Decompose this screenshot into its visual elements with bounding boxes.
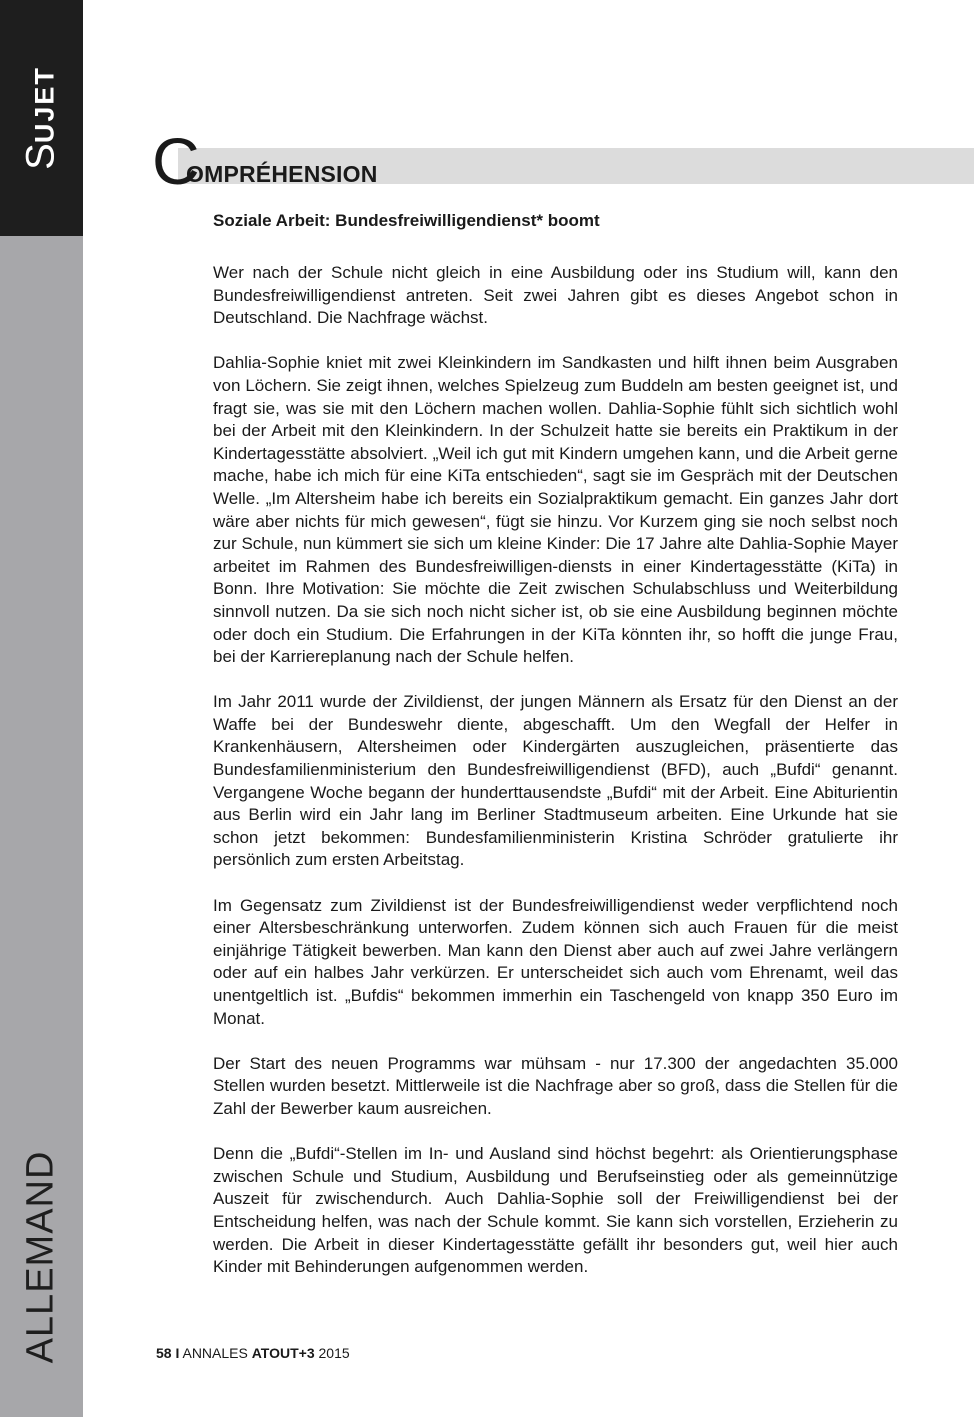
section-title: OMPRÉHENSION [186,161,378,187]
footer-year: 2015 [318,1345,350,1361]
footer-separator: I [175,1345,180,1361]
paragraph: Der Start des neuen Programms war mühsam - nur 17.300 der angedachten 35.000 Stellen wurden besetzt. Mittlerweile ist die Nachfrage aber so groß, dass die Stellen für die Zahl der Bewerber kaum ausreichen. [213,1053,898,1118]
footer-brand: ATOUT+3 [251,1345,315,1361]
page-number: 58 [156,1345,172,1361]
paragraph: Im Jahr 2011 wurde der Zivildienst, der jungen Männern als Ersatz für den Dienst an der Waffe bei der Bundeswehr diente, abgeschafft. Um den Wegfall der Helfer in Krankenhäusern, Altersheimen oder Kindergärten auszugleichen, präsentierte das Bundesfamilienministerium den Bundesfreiwilligendienst (BFD), auch „Bufdi“ genannt. Vergangene Woche begann der hunderttausendste „Bufdi“ mit der Arbeit. Eine Abiturientin aus Berlin wird ein Jahr lang im Berliner Stadtmuseum arbeiten. Eine Urkunde hat sie schon jetzt bekommen: Bundesfamilienministerin Kristina Schröder gratulierte ihr persönlich zum ersten Arbeitstag. [213,692,898,870]
article-title: Soziale Arbeit: Bundesfreiwilligendienst* boomt [213,211,600,230]
article-body [213,262,898,1301]
sidebar-label-sujet: SUJET [18,66,63,170]
paragraph: Dahlia-Sophie kniet mit zwei Kleinkindern im Sandkasten und hilft ihnen beim Ausgraben von Löchern. Sie zeigt ihnen, welches Spielzeug zum Buddeln am besten geeignet ist, und fragt sie, was sie mit den Löchern machen wollen. Dahlia-Sophie fühlt sich sichtlich wohl bei der Arbeit mit den Kleinkindern. In der Schulzeit hatte sie bereits ein Praktikum in der Kindertagesstätte absolviert. „Weil ich gut mit Kindern umgehen kann, und die Arbeit gerne mache, habe ich mich für eine KiTa entschieden“, sagt sie im Gespräch mit der Deutschen Welle. „Im Altersheim habe ich bereits ein Sozialpraktikum gemacht. Ein ganzes Jahr dort wäre aber nichts für mich gewesen“, fügt sie hinzu. Vor Kurzem ging sie noch selbst noch zur Schule, nun kümmert sie sich um kleine Kinder: Die 17 Jahre alte Dahlia-Sophie Mayer arbeitet im Rahmen des Bundesfreiwilligen-diensts in einer Kindertagesstätte (KiTa) in Bonn. Ihre Motivation: Sie möchte die Zeit zwischen Schulabschluss und Weiterbildung sinnvoll nutzen. Da sie sich noch nicht sicher ist, ob sie eine Ausbildung beginnen möchte oder doch ein Studium. Die Erfahrungen in der KiTa könnten ihr, so hofft die junge Frau, bei der Karriereplanung nach der Schule helfen. [213,353,898,667]
section-initial: C [152,124,200,198]
sidebar-label-subject: ALLEMAND [19,1150,62,1364]
page-footer [156,1344,350,1362]
paragraph: Im Gegensatz zum Zivildienst ist der Bundesfreiwilligendienst weder verpflichtend noch einer Altersbeschränkung unterworfen. Zudem können sich auch Frauen für die meist einjährige Tätigkeit bewerben. Man kann den Dienst aber auch auf zwei Jahre verlängern oder auf ein halbes Jahr verkürzen. Er unterscheidet sich auch vom Ehrenamt, weil das unentgeltlich ist. „Bufdis“ bekommen immerhin ein Taschengeld von knapp 350 Euro im Monat. [213,895,898,1028]
paragraph: Wer nach der Schule nicht gleich in eine Ausbildung oder ins Studium will, kann den Bundesfreiwilligendienst antreten. Seit zwei Jahren gibt es dieses Angebot schon in Deutschland. Die Nachfrage wächst. [213,263,898,328]
footer-series: ANNALES [182,1345,248,1361]
paragraph: Denn die „Bufdi“-Stellen im In- und Ausland sind höchst begehrt: als Orientierungsphase zwischen Schule und Studium, Ausbildung und Berufseinstieg oder als gemeinnützige Auszeit für zwischendurch. Auch Dahlia-Sophie soll der Freiwilligendienst bei der Entscheidung helfen, was nach der Schule kommt. Sie kann sich vorstellen, Erzieherin zu werden. Die Arbeit in dieser Kindertagesstätte gefällt ihr besonders gut, weil hier auch Kinder mit Behinderungen aufgenommen werden. [213,1144,898,1277]
sidebar-top-block [0,0,83,236]
